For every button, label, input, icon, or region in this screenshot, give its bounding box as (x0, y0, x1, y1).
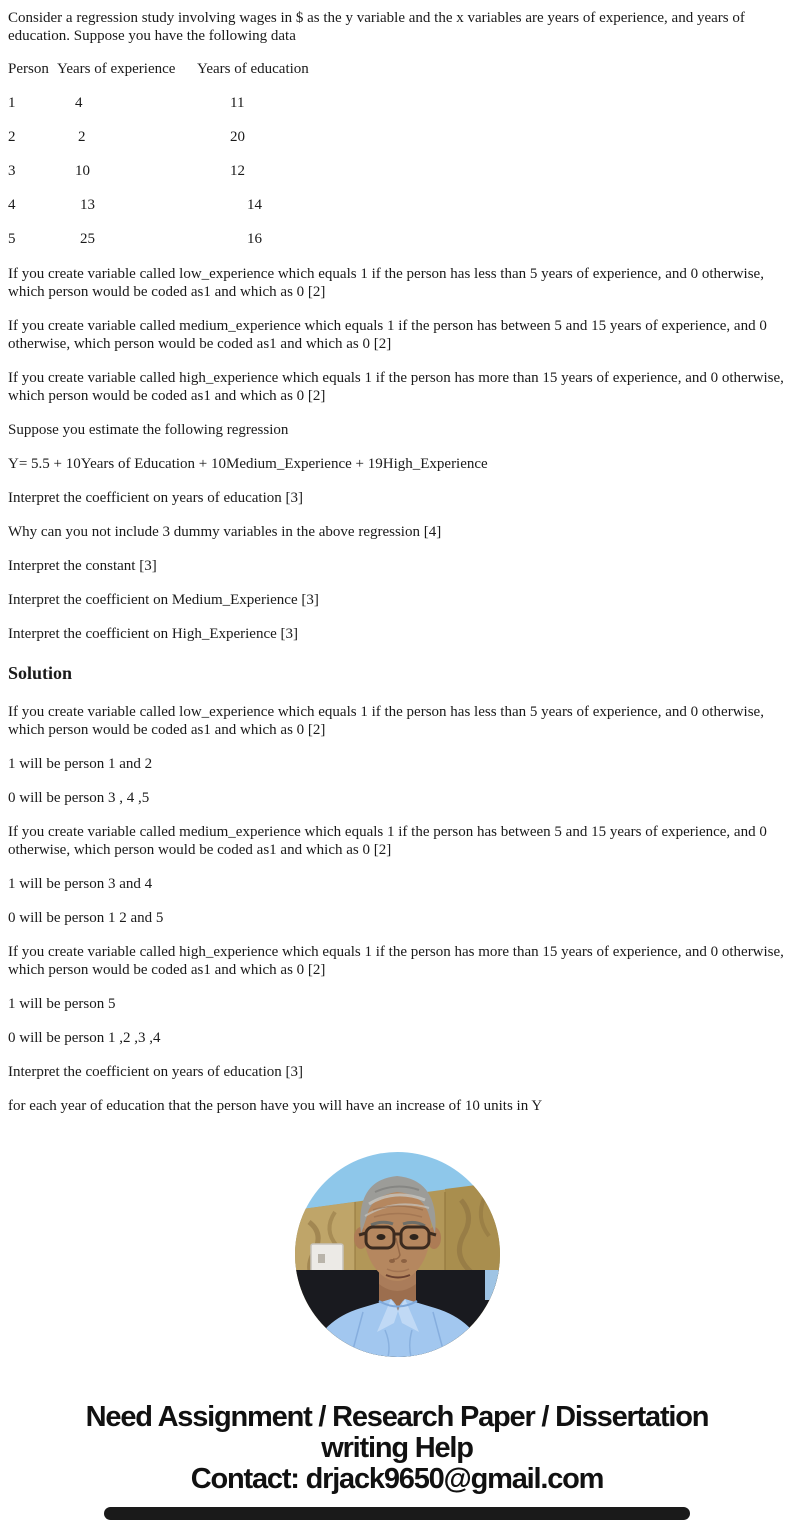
cell-education: 20 (230, 129, 245, 145)
cell-experience: 25 (80, 231, 95, 247)
solution-heading: Solution (8, 663, 73, 683)
table-row (8, 231, 788, 249)
cell-experience: 13 (80, 197, 95, 213)
cell-person: 5 (8, 231, 16, 247)
question-low-experience: If you create variable called low_experience which equals 1 if the person has less than 5 years of experience, and 0 otherwise, which person would be coded as1 and which as 0 [2] (8, 266, 764, 300)
question-medium-experience: If you create variable called medium_experience which equals 1 if the person has between 5 and 15 years of experience, and 0 otherwise, which person would be coded as1 and which as 0 [2] (8, 318, 767, 352)
footer-contact-line: Contact: drjack9650@gmail.com (190, 1463, 604, 1495)
solution-medium-coded-1: 1 will be person 3 and 4 (8, 876, 153, 892)
solution-medium-coded-0: 0 will be person 1 2 and 5 (8, 910, 164, 926)
question-high-experience: If you create variable called high_experience which equals 1 if the person has more than 15 years of experience, and 0 otherwise, which person would be coded as1 and which as 0 [2] (8, 370, 784, 404)
header-cell-education: Years of education (197, 61, 309, 77)
table-row (8, 129, 788, 147)
table-row (8, 163, 788, 181)
data-table (8, 61, 788, 249)
question-interpret-constant: Interpret the constant [3] (8, 558, 157, 574)
solution-high-coded-0: 0 will be person 1 ,2 ,3 ,4 (8, 1030, 161, 1046)
regression-equation: Y= 5.5 + 10Years of Education + 10Medium_Experience + 19High_Experience (8, 456, 488, 472)
solution-high-coded-1: 1 will be person 5 (8, 996, 116, 1012)
cell-education: 16 (247, 231, 262, 247)
table-row (8, 197, 788, 215)
tutor-photo (295, 1152, 500, 1357)
cell-education: 14 (247, 197, 262, 213)
cell-experience: 10 (75, 163, 90, 179)
tutor-avatar (295, 1152, 500, 1357)
solution-low-coded-0: 0 will be person 3 , 4 ,5 (8, 790, 150, 806)
question-interpret-high: Interpret the coefficient on High_Experience [3] (8, 626, 299, 642)
question-dummy-variables: Why can you not include 3 dummy variables in the above regression [4] (8, 524, 442, 540)
document-body (8, 0, 788, 1131)
cell-person: 3 (8, 163, 16, 179)
question-interpret-medium: Interpret the coefficient on Medium_Experience [3] (8, 592, 319, 608)
solution-interpret-education-question: Interpret the coefficient on years of education [3] (8, 1064, 304, 1080)
solution-low-coded-1: 1 will be person 1 and 2 (8, 756, 153, 772)
video-progress-bar[interactable] (104, 1507, 690, 1520)
solution-high-question: If you create variable called high_experience which equals 1 if the person has more than 15 years of experience, and 0 otherwise, which person would be coded as1 and which as 0 [2] (8, 944, 784, 978)
footer-line-2: writing Help (321, 1432, 473, 1464)
solution-medium-question: If you create variable called medium_experience which equals 1 if the person has between 5 and 15 years of experience, and 0 otherwise, which person would be coded as1 and which as 0 [2] (8, 824, 767, 858)
solution-low-question: If you create variable called low_experience which equals 1 if the person has less than 5 years of experience, and 0 otherwise, which person would be coded as1 and which as 0 [2] (8, 704, 764, 738)
intro-paragraph: Consider a regression study involving wages in $ as the y variable and the x variables are years of experience, and years of education. Suppose you have the following data (8, 10, 745, 44)
cell-person: 2 (8, 129, 16, 145)
regression-intro: Suppose you estimate the following regression (8, 422, 289, 438)
cell-experience: 2 (78, 129, 86, 145)
footer-promo (0, 1402, 794, 1495)
cell-person: 4 (8, 197, 16, 213)
solution-interpret-education-answer: for each year of education that the person have you will have an increase of 10 units in Y (8, 1098, 543, 1114)
header-cell-experience: Years of experience (57, 61, 176, 77)
cell-education: 11 (230, 95, 245, 111)
table-header-row (8, 61, 788, 79)
cell-experience: 4 (75, 95, 83, 111)
cell-education: 12 (230, 163, 245, 179)
header-cell-person: Person (8, 61, 49, 77)
cell-person: 1 (8, 95, 16, 111)
table-row (8, 95, 788, 113)
question-interpret-education: Interpret the coefficient on years of education [3] (8, 490, 304, 506)
footer-line-1: Need Assignment / Research Paper / Dissertation (85, 1401, 709, 1433)
